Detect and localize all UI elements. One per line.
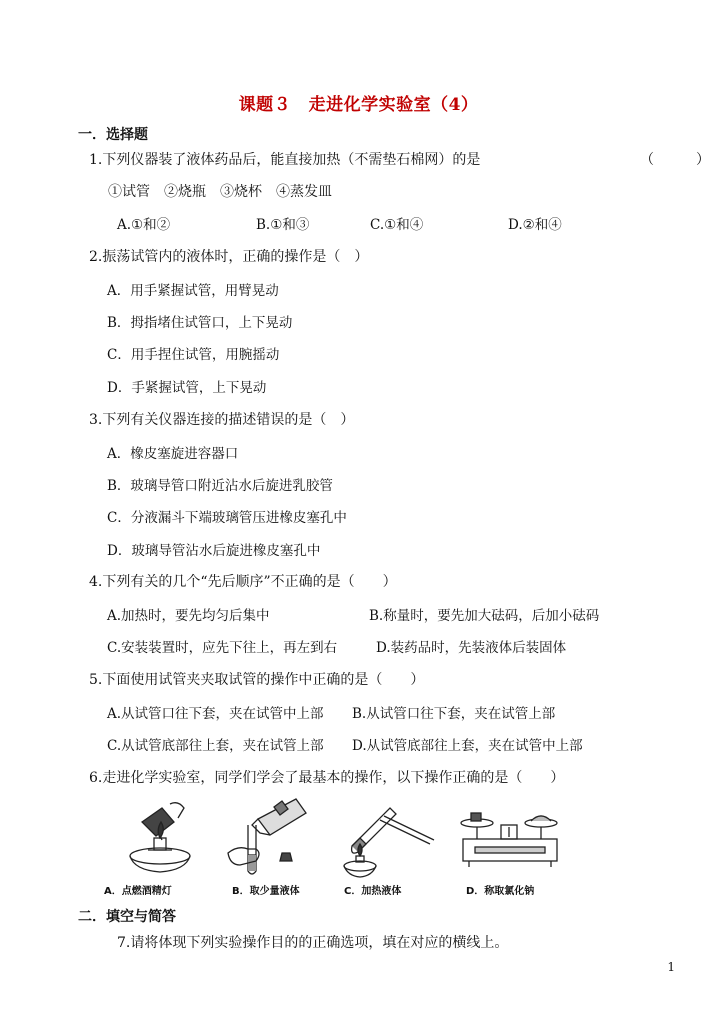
question-7-stem: 7.请将体现下列实验操作目的的正确选项，填在对应的横线上。 <box>117 935 509 951</box>
page-number: 1 <box>667 960 675 974</box>
question-6-caption-d: D．称取氯化钠 <box>466 886 535 897</box>
section-heading-multiple-choice: 一．选择题 <box>78 127 148 143</box>
question-1-stem: 1.下列仪器装了液体药品后，能直接加热（不需垫石棉网）的是 <box>89 152 481 168</box>
question-2-option-b: B．拇指堵住试管口，上下晃动 <box>107 315 293 331</box>
question-2-option-d: D．手紧握试管，上下晃动 <box>107 380 267 396</box>
question-4-option-a: A.加热时，要先均匀后集中 <box>107 608 270 624</box>
question-3-option-d: D．玻璃导管沾水后旋进橡皮塞孔中 <box>107 543 321 559</box>
question-5-option-c: C.从试管底部往上套，夹在试管上部 <box>107 738 324 754</box>
question-1-items: ①试管 ②烧瓶 ③烧杯 ④蒸发皿 <box>108 184 332 200</box>
question-6-caption-b: B．取少量液体 <box>232 886 300 897</box>
question-1-answer-blank: （ ） <box>640 152 710 168</box>
question-2-stem: 2.振荡试管内的液体时，正确的操作是（ ） <box>89 249 369 265</box>
question-1-option-c: C.①和④ <box>370 217 424 233</box>
question-1-option-d: D.②和④ <box>508 217 562 233</box>
question-2-option-c: C．用手捏住试管，用腕摇动 <box>107 347 280 363</box>
question-5-stem: 5.下面使用试管夹夹取试管的操作中正确的是（ ） <box>89 672 425 688</box>
heating-test-tube-icon <box>330 800 440 880</box>
pouring-liquid-icon <box>218 795 318 880</box>
question-3-option-b: B．玻璃导管口附近沾水后旋进乳胶管 <box>107 478 333 494</box>
alcohol-lamp-lighting-icon <box>112 798 222 878</box>
question-4-option-b: B.称量时，要先加大砝码，后加小砝码 <box>369 608 600 624</box>
question-6-caption-a: A．点燃酒精灯 <box>104 886 172 897</box>
question-1-option-b: B.①和③ <box>256 217 310 233</box>
question-5-option-b: B.从试管口往下套，夹在试管上部 <box>352 706 556 722</box>
question-2-option-a: A．用手紧握试管，用臂晃动 <box>107 283 279 299</box>
section-heading-fill-in: 二．填空与简答 <box>78 909 176 925</box>
question-1-option-a: A.①和② <box>117 217 171 233</box>
page-title: 课题３ 走进化学实验室（4） <box>238 95 479 115</box>
question-3-option-c: C．分液漏斗下端玻璃管压进橡皮塞孔中 <box>107 510 347 526</box>
question-4-option-c: C.安装装置时，应先下往上，再左到右 <box>107 640 338 656</box>
question-5-option-a: A.从试管口往下套，夹在试管中上部 <box>107 706 324 722</box>
question-3-stem: 3.下列有关仪器连接的描述错误的是（ ） <box>89 412 355 428</box>
question-4-stem: 4.下列有关的几个“先后顺序”不正确的是（ ） <box>89 574 397 590</box>
balance-scale-icon <box>455 805 565 880</box>
question-4-option-d: D.装药品时，先装液体后装固体 <box>376 640 567 656</box>
question-6-caption-c: C．加热液体 <box>344 886 402 897</box>
question-5-option-d: D.从试管底部往上套，夹在试管中上部 <box>352 738 583 754</box>
question-6-stem: 6.走进化学实验室，同学们学会了最基本的操作，以下操作正确的是（ ） <box>89 770 565 786</box>
question-3-option-a: A．橡皮塞旋进容器口 <box>107 446 239 462</box>
